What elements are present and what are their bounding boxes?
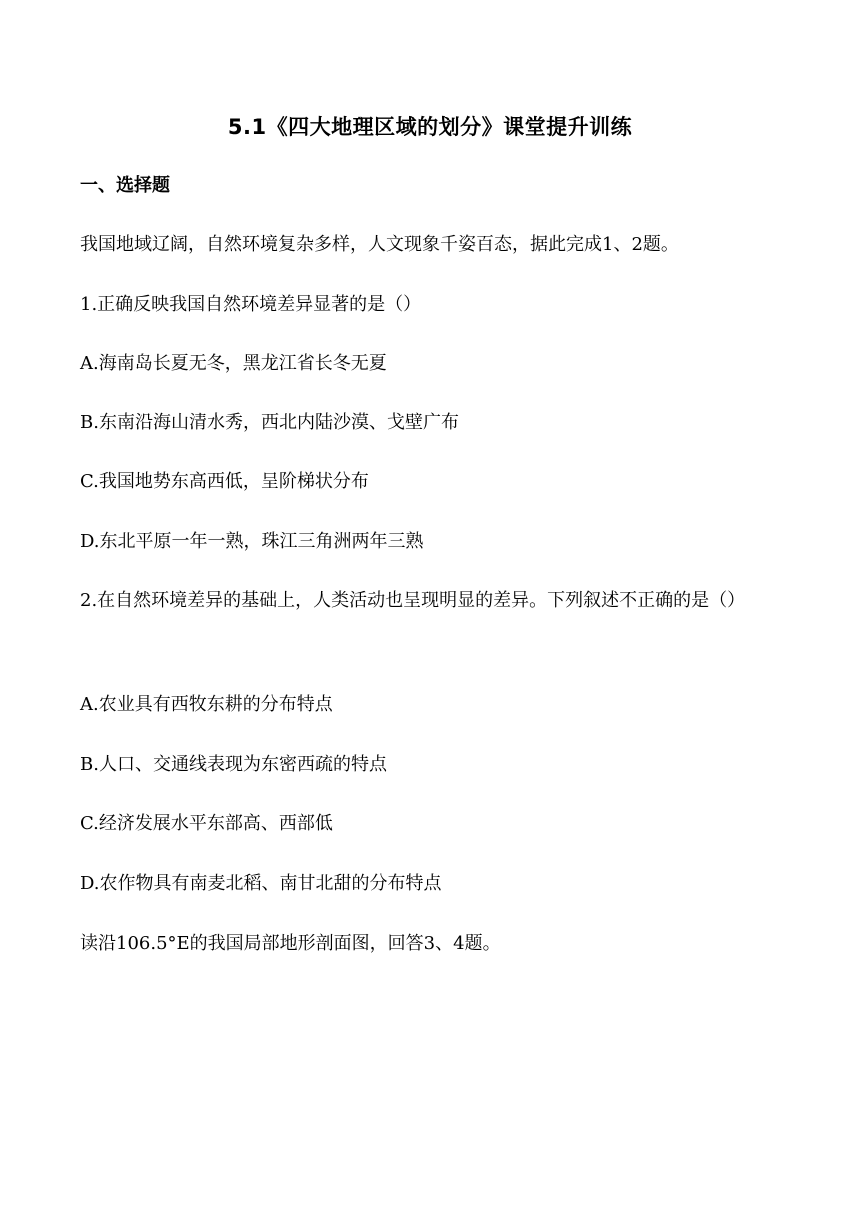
document-title: 5.1《四大地理区域的划分》课堂提升训练	[227, 115, 633, 139]
question-2-option-a: A.农业具有西牧东耕的分布特点	[80, 694, 333, 715]
question-1-option-d: D.东北平原一年一熟，珠江三角洲两年三熟	[80, 531, 424, 552]
question-1-option-a: A.海南岛长夏无冬，黑龙江省长冬无夏	[80, 353, 387, 374]
question-2-stem: 2.在自然环境差异的基础上，人类活动也呈现明显的差异。下列叙述不正确的是（）	[80, 590, 746, 611]
question-1-option-b: B.东南沿海山清水秀，西北内陆沙漠、戈壁广布	[80, 412, 459, 433]
question-2-option-b: B.人口、交通线表现为东密西疏的特点	[80, 754, 387, 775]
question-2-option-c: C.经济发展水平东部高、西部低	[80, 813, 333, 834]
section-heading: 一、选择题	[80, 175, 170, 196]
question-1-option-c: C.我国地势东高西低，呈阶梯状分布	[80, 471, 369, 492]
question-1-stem: 1.正确反映我国自然环境差异显著的是（）	[80, 294, 422, 315]
question-2-option-d: D.农作物具有南麦北稻、南甘北甜的分布特点	[80, 873, 442, 894]
group-intro-1-2: 我国地域辽阔，自然环境复杂多样，人文现象千姿百态，据此完成1、2题。	[80, 234, 679, 255]
group-intro-3-4: 读沿106.5°E的我国局部地形剖面图，回答3、4题。	[80, 933, 501, 954]
